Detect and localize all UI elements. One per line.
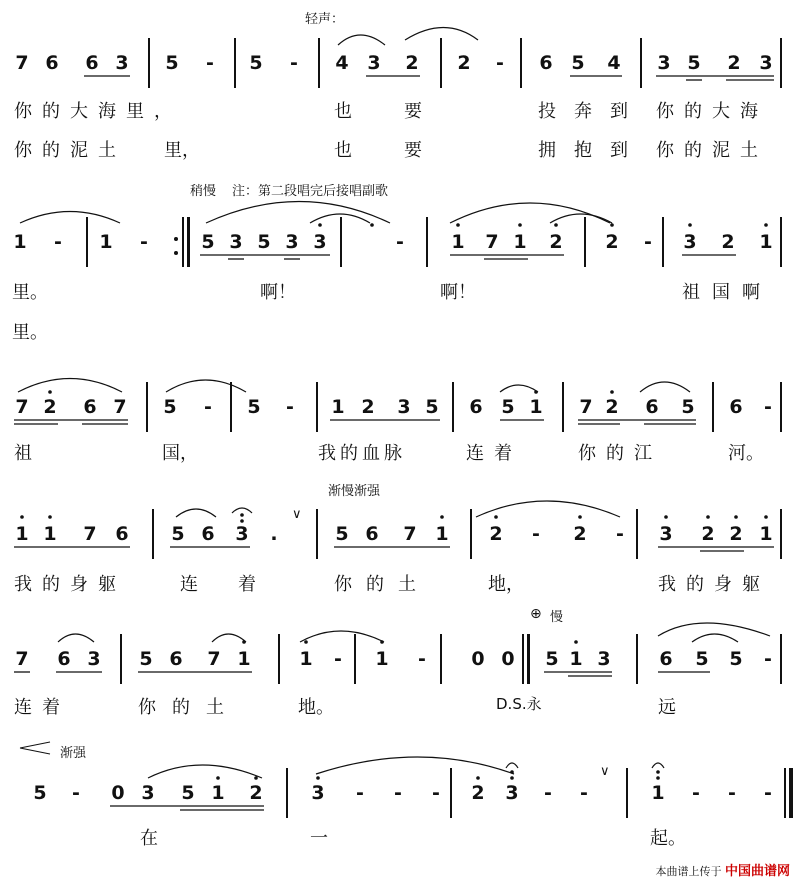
- note: -: [692, 782, 700, 804]
- note: 7: [485, 231, 499, 253]
- note: 2: [701, 523, 715, 545]
- note: 3: [759, 52, 773, 74]
- note: 2: [361, 396, 375, 418]
- note: 3: [657, 52, 671, 74]
- note: 1: [435, 523, 449, 545]
- note: 5: [545, 648, 559, 670]
- note: 6: [45, 52, 59, 74]
- note: -: [206, 52, 214, 74]
- lyric: 国，: [162, 443, 198, 464]
- note: 1: [529, 396, 543, 418]
- system-6: [0, 728, 800, 858]
- note: 2: [549, 231, 563, 253]
- note: -: [764, 648, 772, 670]
- system-4: [0, 475, 800, 605]
- annotation-cresc: 渐强: [60, 746, 87, 761]
- note: 1: [13, 231, 27, 253]
- note: 6: [169, 648, 183, 670]
- note: 1: [759, 231, 773, 253]
- note: 7: [15, 396, 29, 418]
- annotation-note: 注：第二段唱完后接唱副歌: [232, 184, 389, 199]
- note: 1: [99, 231, 113, 253]
- note: 1: [513, 231, 527, 253]
- barline: [780, 217, 782, 267]
- lyric: 你的江: [578, 443, 662, 464]
- note: 6: [85, 52, 99, 74]
- lyric: 地，: [488, 574, 524, 595]
- barline: [584, 217, 586, 267]
- note: 3: [235, 523, 249, 545]
- note: 1: [299, 648, 313, 670]
- lyric: 里，: [164, 140, 200, 161]
- note: 3: [313, 231, 327, 253]
- note: 3: [659, 523, 673, 545]
- barline: [146, 382, 148, 432]
- barline: [230, 382, 232, 432]
- note: 5: [501, 396, 515, 418]
- underlines-2: [0, 175, 800, 350]
- barline: [318, 38, 320, 88]
- note: -: [286, 396, 294, 418]
- lyric: 要: [404, 101, 422, 122]
- lyric: 我的血脉: [318, 443, 406, 464]
- note: 5: [201, 231, 215, 253]
- note: 2: [43, 396, 57, 418]
- barline: [450, 768, 452, 818]
- note: 2: [573, 523, 587, 545]
- lyric: 也: [334, 101, 352, 122]
- barline: [86, 217, 88, 267]
- barline: [354, 634, 356, 684]
- lyric: D.S.永: [496, 695, 542, 713]
- annotation-slower: 稍慢: [190, 184, 217, 199]
- lyric: 连着: [14, 697, 70, 718]
- note: 2: [605, 231, 619, 253]
- note: -: [532, 523, 540, 545]
- barline: [148, 38, 150, 88]
- barline: [340, 217, 342, 267]
- note: 5: [335, 523, 349, 545]
- note: 6: [729, 396, 743, 418]
- lyric: 啊！: [260, 282, 296, 303]
- note: 6: [539, 52, 553, 74]
- note: -: [54, 231, 62, 253]
- barline: [562, 382, 564, 432]
- lyric: 一: [310, 828, 328, 849]
- barline: [640, 38, 642, 88]
- lyric: 里。: [12, 282, 48, 303]
- note: 2: [727, 52, 741, 74]
- lyric: 连着: [466, 443, 522, 464]
- note: 1: [331, 396, 345, 418]
- lyric: 要: [404, 140, 422, 161]
- lyric: 我的身躯: [14, 574, 126, 595]
- barline: [286, 768, 288, 818]
- barline: [636, 509, 638, 559]
- note: 5: [687, 52, 701, 74]
- note: 5: [257, 231, 271, 253]
- footer-watermark: [655, 860, 790, 879]
- barline: [440, 634, 442, 684]
- note: 0: [471, 648, 485, 670]
- note: 5: [165, 52, 179, 74]
- note: 0: [501, 648, 515, 670]
- barline: [440, 38, 442, 88]
- note: -: [644, 231, 652, 253]
- note: 2: [605, 396, 619, 418]
- barline: [784, 768, 786, 818]
- note: -: [334, 648, 342, 670]
- breath-mark: ∨: [292, 507, 302, 522]
- note: 3: [87, 648, 101, 670]
- note: 6: [645, 396, 659, 418]
- note: 5: [729, 648, 743, 670]
- note: 1: [651, 782, 665, 804]
- annotation-coda-slow: 慢: [550, 610, 564, 625]
- note: -: [544, 782, 552, 804]
- note: -: [394, 782, 402, 804]
- note: 6: [115, 523, 129, 545]
- note: 2: [489, 523, 503, 545]
- note: 1: [569, 648, 583, 670]
- barline: [278, 634, 280, 684]
- lyric: 你的泥土: [656, 140, 768, 161]
- final-barline: [789, 768, 793, 818]
- lyric: 你的大海里，: [14, 101, 182, 122]
- lyric: 连: [180, 574, 198, 595]
- system-1: [0, 0, 800, 180]
- note: 1: [759, 523, 773, 545]
- system-3: [0, 350, 800, 470]
- note: -: [764, 782, 772, 804]
- note: -: [396, 231, 404, 253]
- note: 5: [571, 52, 585, 74]
- lyric: 啊！: [440, 282, 476, 303]
- note: -: [290, 52, 298, 74]
- double-barline: [527, 634, 530, 684]
- coda-icon: ⊕: [530, 606, 542, 622]
- note: 1: [375, 648, 389, 670]
- lyric: 你的土: [334, 574, 430, 595]
- note: 6: [83, 396, 97, 418]
- barline: [234, 38, 236, 88]
- note: 5: [139, 648, 153, 670]
- note: 6: [659, 648, 673, 670]
- note: -: [140, 231, 148, 253]
- system-5: [0, 600, 800, 725]
- annotation-slow-cresc: 渐慢渐强: [328, 484, 381, 499]
- note: 4: [335, 52, 349, 74]
- barline: [152, 509, 154, 559]
- barline: [520, 38, 522, 88]
- note: 1: [237, 648, 251, 670]
- lyric: 祖: [14, 443, 32, 464]
- lyric: 拥抱到: [538, 140, 646, 161]
- lyric: 投奔到: [538, 101, 646, 122]
- lyric: 远: [658, 697, 676, 718]
- note: 1: [43, 523, 57, 545]
- note: 5: [171, 523, 185, 545]
- lyric: 也: [334, 140, 352, 161]
- note: 5: [681, 396, 695, 418]
- note: .: [270, 523, 278, 545]
- note: 5: [247, 396, 261, 418]
- barline: [316, 509, 318, 559]
- note: 7: [207, 648, 221, 670]
- note: 3: [229, 231, 243, 253]
- barline: [662, 217, 664, 267]
- lyric: 着: [238, 574, 256, 595]
- barline: [780, 38, 782, 88]
- lyric: 在: [140, 828, 158, 849]
- note: -: [356, 782, 364, 804]
- note: 0: [111, 782, 125, 804]
- note: 6: [57, 648, 71, 670]
- barline: [470, 509, 472, 559]
- note: 2: [729, 523, 743, 545]
- barline: [780, 382, 782, 432]
- note: 5: [163, 396, 177, 418]
- lyric: 祖国啊: [682, 282, 772, 303]
- lyric: 里。: [12, 322, 48, 343]
- note: -: [432, 782, 440, 804]
- barline: [712, 382, 714, 432]
- note: 3: [397, 396, 411, 418]
- note: -: [72, 782, 80, 804]
- lyric: 起。: [650, 828, 686, 849]
- barline: [316, 382, 318, 432]
- note: 7: [83, 523, 97, 545]
- barline: [626, 768, 628, 818]
- note: 3: [285, 231, 299, 253]
- note: 1: [211, 782, 225, 804]
- barline: [522, 634, 524, 684]
- breath-mark: ∨: [600, 764, 610, 779]
- note: 4: [607, 52, 621, 74]
- note: 6: [469, 396, 483, 418]
- note: 3: [141, 782, 155, 804]
- lyric: 你的泥土: [14, 140, 126, 161]
- barline: [780, 634, 782, 684]
- note: 3: [683, 231, 697, 253]
- note: 5: [425, 396, 439, 418]
- note: 2: [457, 52, 471, 74]
- barline: [636, 634, 638, 684]
- note: -: [580, 782, 588, 804]
- note: -: [616, 523, 624, 545]
- annotation-soft: 轻声：: [305, 12, 345, 27]
- barline: [452, 382, 454, 432]
- note: -: [728, 782, 736, 804]
- system-2: [0, 175, 800, 350]
- note: -: [764, 396, 772, 418]
- note: 3: [597, 648, 611, 670]
- note: 6: [365, 523, 379, 545]
- barline: [182, 217, 184, 267]
- note: 2: [249, 782, 263, 804]
- note: 7: [15, 648, 29, 670]
- footer-prefix: 本曲谱上传于: [655, 865, 722, 878]
- lyric: 地。: [298, 697, 334, 718]
- lyric: 河。: [728, 443, 764, 464]
- note: 2: [405, 52, 419, 74]
- note: -: [204, 396, 212, 418]
- note: 5: [695, 648, 709, 670]
- note: -: [418, 648, 426, 670]
- barline: [780, 509, 782, 559]
- lyric: 你的土: [138, 697, 240, 718]
- note: -: [496, 52, 504, 74]
- note: 6: [201, 523, 215, 545]
- repeat-barline: [187, 217, 190, 267]
- note: 1: [451, 231, 465, 253]
- barline: [120, 634, 122, 684]
- footer-site[interactable]: 中国曲谱网: [724, 864, 790, 879]
- note: 7: [403, 523, 417, 545]
- note: 3: [367, 52, 381, 74]
- lyric: 你的大海: [656, 101, 768, 122]
- note: 1: [15, 523, 29, 545]
- note: 5: [249, 52, 263, 74]
- note: 3: [115, 52, 129, 74]
- note: 2: [471, 782, 485, 804]
- lyric: 我的身躯: [658, 574, 770, 595]
- note: 7: [113, 396, 127, 418]
- note: 7: [15, 52, 29, 74]
- note: 2: [721, 231, 735, 253]
- note: 5: [33, 782, 47, 804]
- note: 3: [505, 782, 519, 804]
- note: 5: [181, 782, 195, 804]
- note: 7: [579, 396, 593, 418]
- barline: [426, 217, 428, 267]
- note: 3: [311, 782, 325, 804]
